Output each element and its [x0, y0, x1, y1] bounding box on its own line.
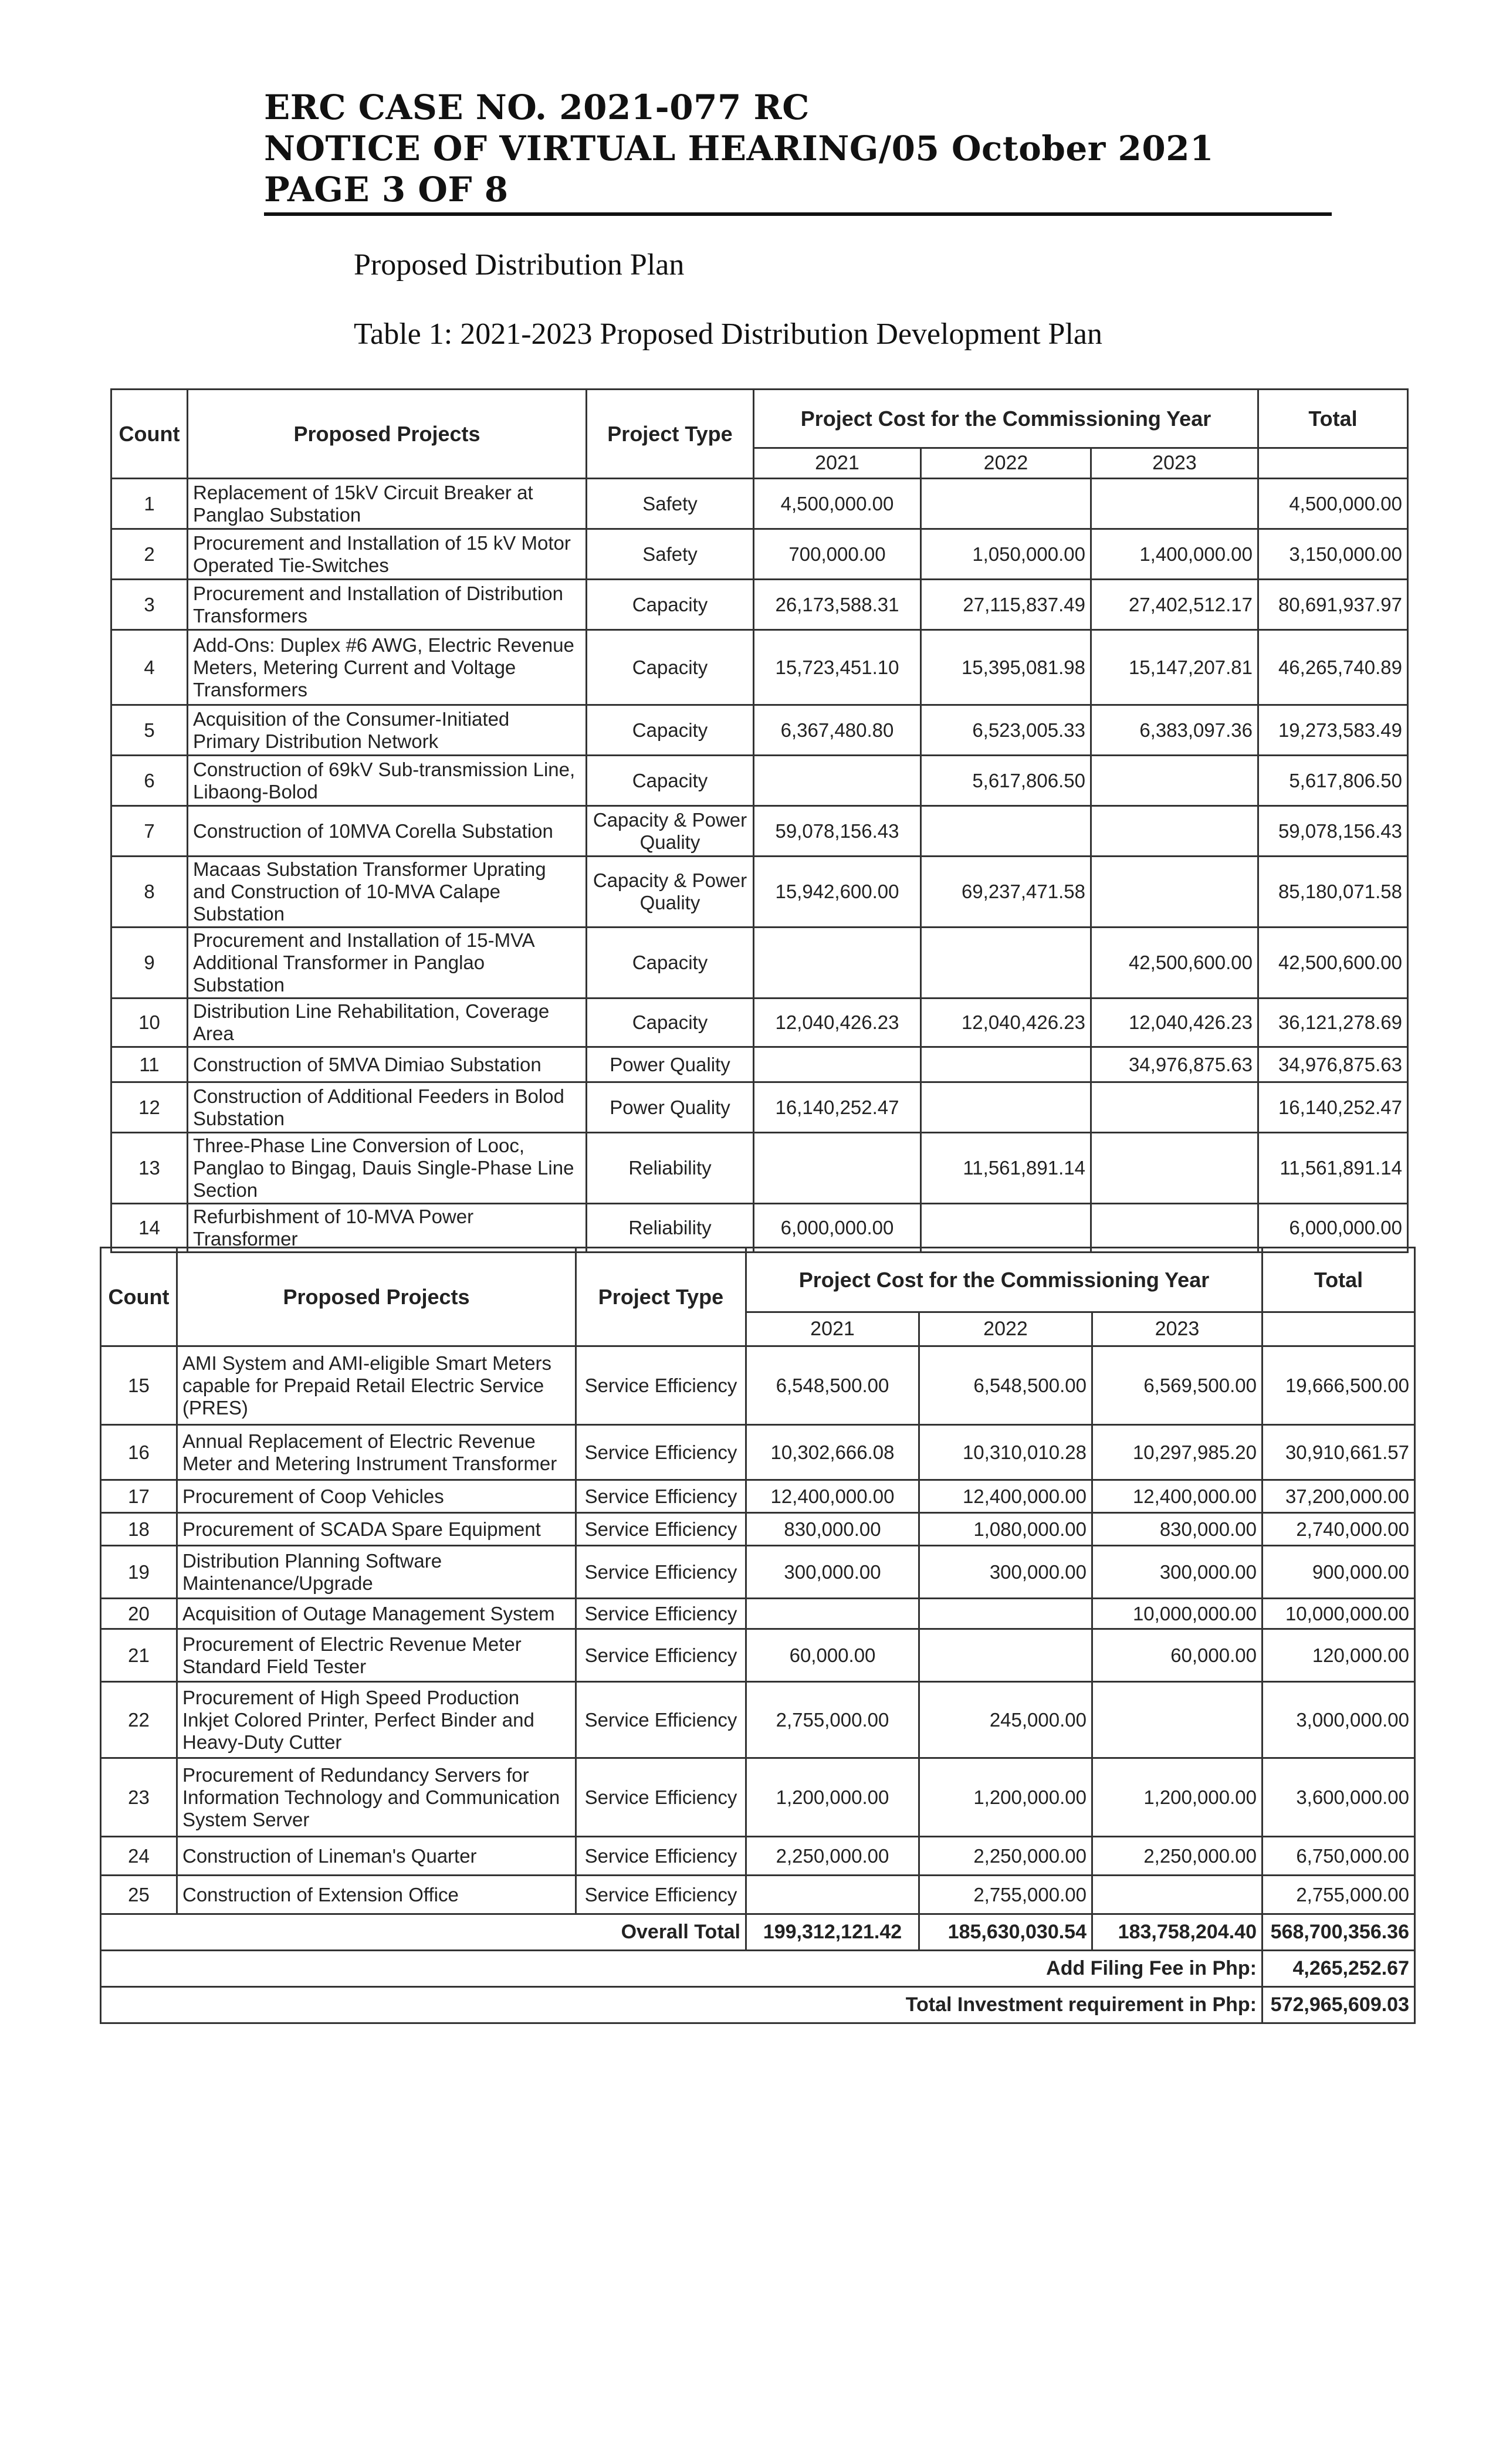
row-total: 37,200,000.00	[1263, 1480, 1415, 1513]
row-total: 59,078,156.43	[1258, 806, 1408, 857]
row-total: 2,740,000.00	[1263, 1513, 1415, 1546]
row-cost-2021: 26,173,588.31	[754, 580, 921, 630]
table-row	[111, 756, 1408, 806]
row-total: 6,000,000.00	[1258, 1204, 1408, 1253]
row-count: 19	[101, 1546, 177, 1599]
row-project-name: Distribution Planning Software Maintenance/Upgrade	[177, 1546, 576, 1599]
row-cost-2021: 60,000.00	[746, 1629, 919, 1682]
overall-total-2022: 185,630,030.54	[919, 1914, 1092, 1951]
row-total: 3,600,000.00	[1263, 1758, 1415, 1837]
row-count: 16	[101, 1425, 177, 1480]
row-cost-2023	[1092, 1876, 1263, 1914]
col-header-2021: 2021	[754, 448, 921, 479]
total-investment-value: 572,965,609.03	[1263, 1987, 1415, 2023]
row-cost-2022: 6,523,005.33	[921, 705, 1091, 756]
row-cost-2022: 2,250,000.00	[919, 1837, 1092, 1876]
col-header-total-blank	[1258, 448, 1408, 479]
table-row	[111, 580, 1408, 630]
row-cost-2022: 6,548,500.00	[919, 1346, 1092, 1425]
row-cost-2023	[1092, 1682, 1263, 1758]
table-row	[101, 1629, 1415, 1682]
total-investment-label: Total Investment requirement in Php:	[101, 1987, 1263, 2023]
row-cost-2021: 6,548,500.00	[746, 1346, 919, 1425]
row-count: 7	[111, 806, 188, 857]
table-row	[111, 1133, 1408, 1204]
row-project-name: Acquisition of the Consumer-Initiated Primary Distribution Network	[188, 705, 587, 756]
row-total: 19,273,583.49	[1258, 705, 1408, 756]
row-count: 15	[101, 1346, 177, 1425]
col-header-count: Count	[111, 390, 188, 479]
row-cost-2023: 27,402,512.17	[1091, 580, 1258, 630]
row-project-type: Capacity	[587, 580, 754, 630]
row-project-name: Macaas Substation Transformer Uprating and Construction of 10-MVA Calape Substation	[188, 857, 587, 928]
overall-total-row	[101, 1914, 1415, 1951]
row-project-type: Service Efficiency	[576, 1425, 746, 1480]
row-cost-2023	[1091, 1082, 1258, 1133]
row-project-name: Three-Phase Line Conversion of Looc, Panglao to Bingag, Dauis Single-Phase Line Section	[188, 1133, 587, 1204]
table-row	[101, 1513, 1415, 1546]
row-cost-2023	[1091, 1133, 1258, 1204]
table-1-body	[111, 479, 1408, 1253]
row-cost-2022: 69,237,471.58	[921, 857, 1091, 928]
row-project-type: Capacity	[587, 705, 754, 756]
row-count: 17	[101, 1480, 177, 1513]
row-project-name: Procurement and Installation of 15 kV Motor Operated Tie-Switches	[188, 529, 587, 580]
row-count: 5	[111, 705, 188, 756]
table-row	[101, 1599, 1415, 1629]
overall-total-label: Overall Total	[101, 1914, 746, 1951]
table-row	[111, 1047, 1408, 1082]
overall-total-2021: 199,312,121.42	[746, 1914, 919, 1951]
row-total: 80,691,937.97	[1258, 580, 1408, 630]
row-total: 36,121,278.69	[1258, 999, 1408, 1047]
row-project-name: Procurement of SCADA Spare Equipment	[177, 1513, 576, 1546]
row-project-name: Refurbishment of 10-MVA Power Transformer	[188, 1204, 587, 1253]
row-count: 4	[111, 630, 188, 705]
row-count: 13	[111, 1133, 188, 1204]
row-cost-2022	[921, 806, 1091, 857]
col-header-2023: 2023	[1092, 1312, 1263, 1346]
row-cost-2021: 2,755,000.00	[746, 1682, 919, 1758]
row-cost-2022	[921, 928, 1091, 999]
overall-total-value: 568,700,356.36	[1263, 1914, 1415, 1951]
table-row	[101, 1346, 1415, 1425]
table-row	[111, 705, 1408, 756]
row-cost-2021: 6,367,480.80	[754, 705, 921, 756]
row-cost-2023: 2,250,000.00	[1092, 1837, 1263, 1876]
table-row	[101, 1758, 1415, 1837]
row-total: 16,140,252.47	[1258, 1082, 1408, 1133]
row-project-type: Service Efficiency	[576, 1480, 746, 1513]
row-project-name: Construction of Lineman's Quarter	[177, 1837, 576, 1876]
row-cost-2021: 12,040,426.23	[754, 999, 921, 1047]
row-cost-2022: 2,755,000.00	[919, 1876, 1092, 1914]
col-header-type: Project Type	[587, 390, 754, 479]
section-title: Proposed Distribution Plan	[354, 248, 685, 282]
row-cost-2022	[921, 479, 1091, 529]
row-project-type: Reliability	[587, 1133, 754, 1204]
row-cost-2022: 10,310,010.28	[919, 1425, 1092, 1480]
row-cost-2022: 1,080,000.00	[919, 1513, 1092, 1546]
row-cost-2023: 12,040,426.23	[1091, 999, 1258, 1047]
row-cost-2022: 12,040,426.23	[921, 999, 1091, 1047]
row-cost-2023: 42,500,600.00	[1091, 928, 1258, 999]
row-cost-2023	[1091, 756, 1258, 806]
row-count: 18	[101, 1513, 177, 1546]
row-cost-2023	[1091, 857, 1258, 928]
table-row	[111, 806, 1408, 857]
row-count: 24	[101, 1837, 177, 1876]
row-project-type: Service Efficiency	[576, 1876, 746, 1914]
row-total: 6,750,000.00	[1263, 1837, 1415, 1876]
row-cost-2022: 11,561,891.14	[921, 1133, 1091, 1204]
table-row	[101, 1480, 1415, 1513]
table-row	[101, 1425, 1415, 1480]
row-cost-2021	[754, 1047, 921, 1082]
row-cost-2023: 60,000.00	[1092, 1629, 1263, 1682]
table-row	[101, 1876, 1415, 1914]
filing-fee-value: 4,265,252.67	[1263, 1951, 1415, 1987]
row-project-type: Service Efficiency	[576, 1629, 746, 1682]
row-cost-2022	[921, 1204, 1091, 1253]
case-number: ERC CASE NO. 2021-077 RC	[264, 87, 810, 127]
row-cost-2021	[746, 1599, 919, 1629]
table-row	[111, 1082, 1408, 1133]
row-project-name: Procurement and Installation of Distribution Transformers	[188, 580, 587, 630]
col-header-count: Count	[101, 1248, 177, 1346]
row-project-name: Construction of Extension Office	[177, 1876, 576, 1914]
row-project-type: Capacity	[587, 999, 754, 1047]
overall-total-2023: 183,758,204.40	[1092, 1914, 1263, 1951]
row-project-name: Procurement of High Speed Production Inkjet Colored Printer, Perfect Binder and Heavy-Duty Cutter	[177, 1682, 576, 1758]
row-cost-2023: 34,976,875.63	[1091, 1047, 1258, 1082]
row-cost-2021	[754, 756, 921, 806]
row-cost-2023: 1,400,000.00	[1091, 529, 1258, 580]
row-cost-2021: 59,078,156.43	[754, 806, 921, 857]
row-cost-2021: 4,500,000.00	[754, 479, 921, 529]
total-investment-row	[101, 1987, 1415, 2023]
row-cost-2023	[1091, 479, 1258, 529]
row-total: 42,500,600.00	[1258, 928, 1408, 999]
row-total: 2,755,000.00	[1263, 1876, 1415, 1914]
row-project-type: Capacity	[587, 756, 754, 806]
table-row	[111, 857, 1408, 928]
row-cost-2023: 12,400,000.00	[1092, 1480, 1263, 1513]
row-cost-2021: 15,723,451.10	[754, 630, 921, 705]
row-cost-2022: 12,400,000.00	[919, 1480, 1092, 1513]
row-count: 2	[111, 529, 188, 580]
row-total: 11,561,891.14	[1258, 1133, 1408, 1204]
row-cost-2022: 5,617,806.50	[921, 756, 1091, 806]
row-project-name: Construction of Additional Feeders in Bolod Substation	[188, 1082, 587, 1133]
col-header-cost: Project Cost for the Commissioning Year	[754, 390, 1258, 448]
row-count: 1	[111, 479, 188, 529]
row-total: 85,180,071.58	[1258, 857, 1408, 928]
row-project-name: Distribution Line Rehabilitation, Coverage Area	[188, 999, 587, 1047]
row-project-type: Capacity & Power Quality	[587, 857, 754, 928]
row-cost-2023: 830,000.00	[1092, 1513, 1263, 1546]
row-project-type: Service Efficiency	[576, 1346, 746, 1425]
row-total: 34,976,875.63	[1258, 1047, 1408, 1082]
totals-section	[101, 1914, 1415, 2023]
col-header-cost: Project Cost for the Commissioning Year	[746, 1248, 1263, 1312]
row-cost-2022	[921, 1082, 1091, 1133]
row-cost-2023	[1091, 806, 1258, 857]
row-cost-2021: 2,250,000.00	[746, 1837, 919, 1876]
row-total: 19,666,500.00	[1263, 1346, 1415, 1425]
row-cost-2022: 245,000.00	[919, 1682, 1092, 1758]
row-count: 25	[101, 1876, 177, 1914]
row-count: 14	[111, 1204, 188, 1253]
row-project-type: Service Efficiency	[576, 1682, 746, 1758]
row-cost-2021	[754, 1133, 921, 1204]
row-project-name: Procurement of Redundancy Servers for Information Technology and Communication System Server	[177, 1758, 576, 1837]
col-header-type: Project Type	[576, 1248, 746, 1346]
row-total: 3,000,000.00	[1263, 1682, 1415, 1758]
row-cost-2023: 10,000,000.00	[1092, 1599, 1263, 1629]
row-project-name: Replacement of 15kV Circuit Breaker at Panglao Substation	[188, 479, 587, 529]
row-total: 4,500,000.00	[1258, 479, 1408, 529]
row-project-type: Capacity & Power Quality	[587, 806, 754, 857]
row-project-name: Annual Replacement of Electric Revenue Meter and Metering Instrument Transformer	[177, 1425, 576, 1480]
row-total: 30,910,661.57	[1263, 1425, 1415, 1480]
distribution-plan-table-1	[110, 388, 1409, 1253]
row-count: 8	[111, 857, 188, 928]
row-project-name: AMI System and AMI-eligible Smart Meters capable for Prepaid Retail Electric Service (PRES)	[177, 1346, 576, 1425]
row-count: 20	[101, 1599, 177, 1629]
row-project-type: Service Efficiency	[576, 1758, 746, 1837]
row-project-type: Service Efficiency	[576, 1837, 746, 1876]
row-project-name: Procurement and Installation of 15-MVA Additional Transformer in Panglao Substation	[188, 928, 587, 999]
row-cost-2021	[754, 928, 921, 999]
row-cost-2022	[919, 1629, 1092, 1682]
row-count: 10	[111, 999, 188, 1047]
col-header-projects: Proposed Projects	[177, 1248, 576, 1346]
row-project-type: Power Quality	[587, 1047, 754, 1082]
row-project-type: Service Efficiency	[576, 1599, 746, 1629]
row-project-type: Power Quality	[587, 1082, 754, 1133]
row-total: 10,000,000.00	[1263, 1599, 1415, 1629]
row-total: 120,000.00	[1263, 1629, 1415, 1682]
row-cost-2023: 15,147,207.81	[1091, 630, 1258, 705]
row-project-name: Acquisition of Outage Management System	[177, 1599, 576, 1629]
row-cost-2021: 300,000.00	[746, 1546, 919, 1599]
col-header-total: Total	[1258, 390, 1408, 448]
row-cost-2021: 12,400,000.00	[746, 1480, 919, 1513]
row-project-type: Capacity	[587, 928, 754, 999]
row-count: 22	[101, 1682, 177, 1758]
row-cost-2022: 15,395,081.98	[921, 630, 1091, 705]
row-project-type: Capacity	[587, 630, 754, 705]
table-2-body	[101, 1346, 1415, 1914]
row-cost-2022: 1,200,000.00	[919, 1758, 1092, 1837]
row-total: 3,150,000.00	[1258, 529, 1408, 580]
row-cost-2023: 10,297,985.20	[1092, 1425, 1263, 1480]
row-cost-2022	[921, 1047, 1091, 1082]
row-project-name: Construction of 69kV Sub-transmission Line, Libaong-Bolod	[188, 756, 587, 806]
row-count: 9	[111, 928, 188, 999]
row-project-name: Construction of 10MVA Corella Substation	[188, 806, 587, 857]
row-count: 23	[101, 1758, 177, 1837]
row-cost-2023: 300,000.00	[1092, 1546, 1263, 1599]
table-row	[101, 1837, 1415, 1876]
row-project-type: Service Efficiency	[576, 1546, 746, 1599]
row-count: 6	[111, 756, 188, 806]
table-row	[111, 1204, 1408, 1253]
row-project-type: Reliability	[587, 1204, 754, 1253]
row-cost-2023: 6,569,500.00	[1092, 1346, 1263, 1425]
row-cost-2023: 1,200,000.00	[1092, 1758, 1263, 1837]
row-cost-2021: 830,000.00	[746, 1513, 919, 1546]
col-header-2021: 2021	[746, 1312, 919, 1346]
notice-title: NOTICE OF VIRTUAL HEARING/05 October 2021	[264, 128, 1214, 168]
col-header-projects: Proposed Projects	[188, 390, 587, 479]
row-project-name: Procurement of Coop Vehicles	[177, 1480, 576, 1513]
col-header-total: Total	[1263, 1248, 1415, 1312]
table-caption: Table 1: 2021-2023 Proposed Distribution Development Plan	[354, 317, 1102, 351]
col-header-2023: 2023	[1091, 448, 1258, 479]
table-row	[111, 999, 1408, 1047]
row-cost-2022: 1,050,000.00	[921, 529, 1091, 580]
table-row	[101, 1682, 1415, 1758]
row-count: 21	[101, 1629, 177, 1682]
row-cost-2021	[746, 1876, 919, 1914]
table-row	[111, 529, 1408, 580]
row-count: 12	[111, 1082, 188, 1133]
row-cost-2022: 300,000.00	[919, 1546, 1092, 1599]
row-cost-2023	[1091, 1204, 1258, 1253]
table-row	[111, 479, 1408, 529]
table-row	[101, 1546, 1415, 1599]
row-total: 900,000.00	[1263, 1546, 1415, 1599]
row-project-name: Procurement of Electric Revenue Meter Standard Field Tester	[177, 1629, 576, 1682]
row-cost-2023: 6,383,097.36	[1091, 705, 1258, 756]
filing-fee-label: Add Filing Fee in Php:	[101, 1951, 1263, 1987]
row-cost-2022	[919, 1599, 1092, 1629]
row-total: 46,265,740.89	[1258, 630, 1408, 705]
col-header-2022: 2022	[921, 448, 1091, 479]
row-project-type: Service Efficiency	[576, 1513, 746, 1546]
row-cost-2022: 27,115,837.49	[921, 580, 1091, 630]
page-number: PAGE 3 OF 8	[264, 170, 509, 209]
row-project-type: Safety	[587, 529, 754, 580]
row-count: 11	[111, 1047, 188, 1082]
row-cost-2021: 10,302,666.08	[746, 1425, 919, 1480]
row-cost-2021: 15,942,600.00	[754, 857, 921, 928]
table-row	[111, 928, 1408, 999]
row-count: 3	[111, 580, 188, 630]
table-row	[111, 630, 1408, 705]
row-cost-2021: 6,000,000.00	[754, 1204, 921, 1253]
distribution-plan-table-2	[100, 1247, 1416, 2024]
row-total: 5,617,806.50	[1258, 756, 1408, 806]
row-cost-2021: 700,000.00	[754, 529, 921, 580]
row-cost-2021: 16,140,252.47	[754, 1082, 921, 1133]
filing-fee-row	[101, 1951, 1415, 1987]
row-project-name: Construction of 5MVA Dimiao Substation	[188, 1047, 587, 1082]
col-header-2022: 2022	[919, 1312, 1092, 1346]
row-project-name: Add-Ons: Duplex #6 AWG, Electric Revenue Meters, Metering Current and Voltage Transformers	[188, 630, 587, 705]
row-cost-2021: 1,200,000.00	[746, 1758, 919, 1837]
row-project-type: Safety	[587, 479, 754, 529]
document-header	[264, 87, 1332, 216]
col-header-total-blank	[1263, 1312, 1415, 1346]
